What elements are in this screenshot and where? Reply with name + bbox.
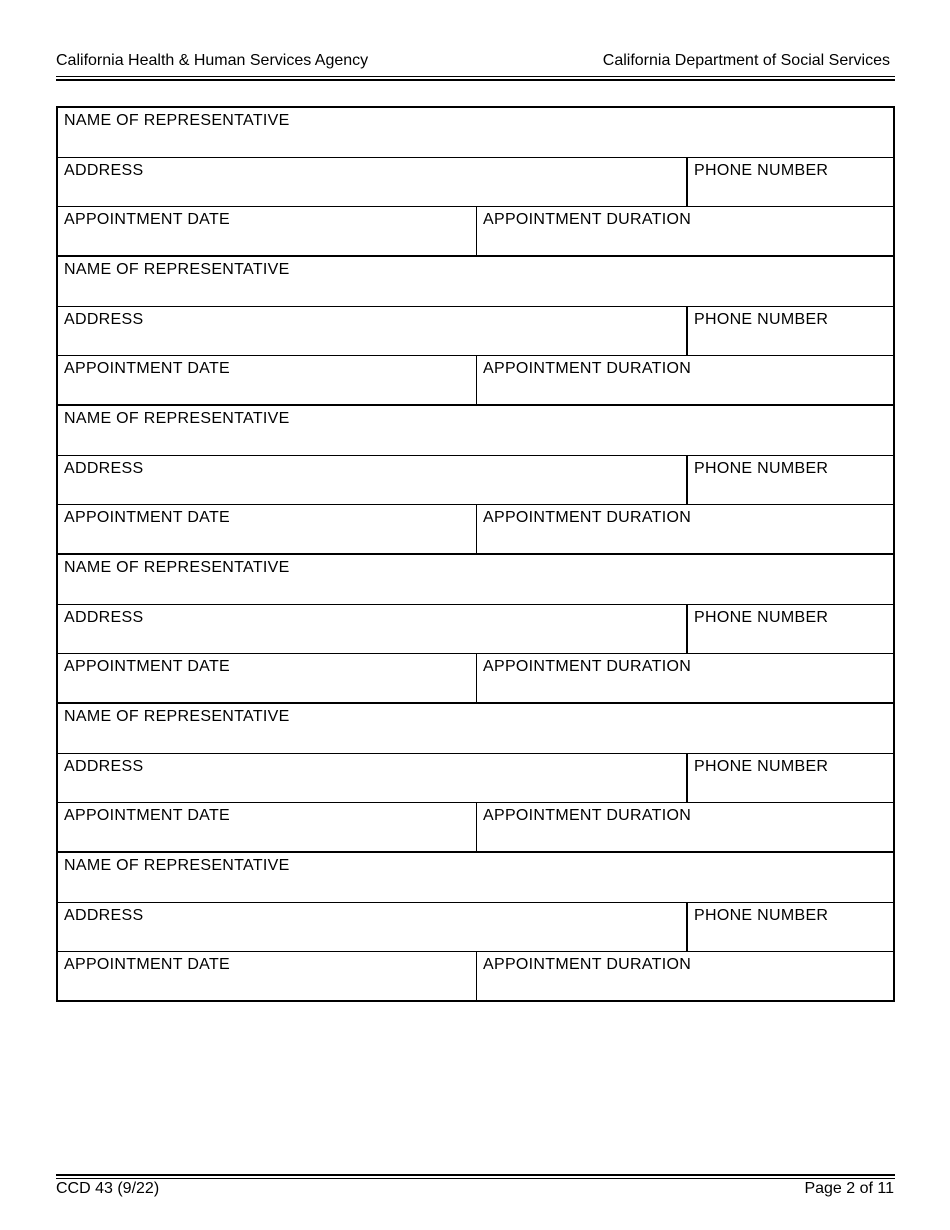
representative-name-field[interactable] xyxy=(58,406,893,455)
representative-name-field[interactable] xyxy=(58,853,893,902)
representative-name-label: NAME OF REPRESENTATIVE xyxy=(64,559,290,576)
appointment-date-field[interactable] xyxy=(58,803,476,851)
phone-number-field[interactable] xyxy=(686,903,893,951)
appointment-row xyxy=(58,951,893,1000)
address-row xyxy=(58,455,893,504)
phone-number-label: PHONE NUMBER xyxy=(694,609,829,626)
representative-name-field[interactable] xyxy=(58,704,893,753)
address-label: ADDRESS xyxy=(64,758,144,775)
phone-number-label: PHONE NUMBER xyxy=(694,162,829,179)
appointment-row xyxy=(58,802,893,851)
representative-group xyxy=(58,406,893,555)
address-label: ADDRESS xyxy=(64,311,144,328)
address-row xyxy=(58,157,893,206)
name-row xyxy=(58,853,893,902)
appointment-date-label: APPOINTMENT DATE xyxy=(64,658,231,675)
appointment-duration-label: APPOINTMENT DURATION xyxy=(483,509,692,526)
representative-group xyxy=(58,555,893,704)
name-row xyxy=(58,704,893,753)
representative-name-label: NAME OF REPRESENTATIVE xyxy=(64,261,290,278)
appointment-duration-label: APPOINTMENT DURATION xyxy=(483,658,692,675)
address-field[interactable] xyxy=(58,158,686,206)
phone-number-field[interactable] xyxy=(686,754,893,802)
appointment-duration-field[interactable] xyxy=(476,654,893,702)
address-field[interactable] xyxy=(58,307,686,355)
department-name: California Department of Social Services xyxy=(602,52,890,69)
appointment-date-field[interactable] xyxy=(58,505,476,553)
footer-rule-thin xyxy=(56,1178,895,1179)
address-field[interactable] xyxy=(58,456,686,504)
address-field[interactable] xyxy=(58,605,686,653)
appointment-date-field[interactable] xyxy=(58,356,476,404)
appointment-duration-field[interactable] xyxy=(476,952,893,1000)
page-footer xyxy=(56,1180,894,1200)
representative-group xyxy=(58,257,893,406)
phone-number-field[interactable] xyxy=(686,307,893,355)
name-row xyxy=(58,257,893,306)
appointment-date-field[interactable] xyxy=(58,654,476,702)
address-row xyxy=(58,306,893,355)
page-header xyxy=(56,52,890,74)
name-row xyxy=(58,406,893,455)
appointment-duration-field[interactable] xyxy=(476,505,893,553)
appointment-duration-field[interactable] xyxy=(476,803,893,851)
page-number: Page 2 of 11 xyxy=(804,1180,894,1197)
phone-number-field[interactable] xyxy=(686,456,893,504)
appointment-date-label: APPOINTMENT DATE xyxy=(64,956,231,973)
appointment-date-label: APPOINTMENT DATE xyxy=(64,807,231,824)
form-id: CCD 43 (9/22) xyxy=(56,1180,160,1197)
address-label: ADDRESS xyxy=(64,907,144,924)
appointment-duration-label: APPOINTMENT DURATION xyxy=(483,956,692,973)
phone-number-label: PHONE NUMBER xyxy=(694,311,829,328)
header-rule-thin xyxy=(56,76,895,77)
appointment-date-label: APPOINTMENT DATE xyxy=(64,509,231,526)
appointment-duration-label: APPOINTMENT DURATION xyxy=(483,360,692,377)
phone-number-label: PHONE NUMBER xyxy=(694,460,829,477)
address-row xyxy=(58,604,893,653)
phone-number-label: PHONE NUMBER xyxy=(694,907,829,924)
representative-name-field[interactable] xyxy=(58,108,893,157)
appointment-duration-label: APPOINTMENT DURATION xyxy=(483,807,692,824)
representative-name-label: NAME OF REPRESENTATIVE xyxy=(64,857,290,874)
address-label: ADDRESS xyxy=(64,460,144,477)
address-field[interactable] xyxy=(58,903,686,951)
representative-name-field[interactable] xyxy=(58,257,893,306)
representative-table xyxy=(56,106,895,1002)
representative-name-label: NAME OF REPRESENTATIVE xyxy=(64,708,290,725)
appointment-row xyxy=(58,355,893,404)
agency-name: California Health & Human Services Agency xyxy=(56,52,369,69)
address-row xyxy=(58,753,893,802)
appointment-row xyxy=(58,504,893,553)
name-row xyxy=(58,108,893,157)
appointment-duration-field[interactable] xyxy=(476,207,893,255)
appointment-date-field[interactable] xyxy=(58,952,476,1000)
phone-number-field[interactable] xyxy=(686,605,893,653)
representative-name-label: NAME OF REPRESENTATIVE xyxy=(64,410,290,427)
appointment-row xyxy=(58,653,893,702)
address-field[interactable] xyxy=(58,754,686,802)
footer-rule-thick xyxy=(56,1174,895,1176)
representative-group xyxy=(58,853,893,1002)
appointment-date-label: APPOINTMENT DATE xyxy=(64,211,231,228)
appointment-date-field[interactable] xyxy=(58,207,476,255)
appointment-duration-label: APPOINTMENT DURATION xyxy=(483,211,692,228)
header-rule-thick xyxy=(56,79,895,81)
phone-number-field[interactable] xyxy=(686,158,893,206)
name-row xyxy=(58,555,893,604)
representative-name-field[interactable] xyxy=(58,555,893,604)
address-row xyxy=(58,902,893,951)
representative-name-label: NAME OF REPRESENTATIVE xyxy=(64,112,290,129)
appointment-date-label: APPOINTMENT DATE xyxy=(64,360,231,377)
appointment-duration-field[interactable] xyxy=(476,356,893,404)
address-label: ADDRESS xyxy=(64,609,144,626)
address-label: ADDRESS xyxy=(64,162,144,179)
phone-number-label: PHONE NUMBER xyxy=(694,758,829,775)
appointment-row xyxy=(58,206,893,255)
representative-group xyxy=(58,704,893,853)
representative-group xyxy=(58,108,893,257)
